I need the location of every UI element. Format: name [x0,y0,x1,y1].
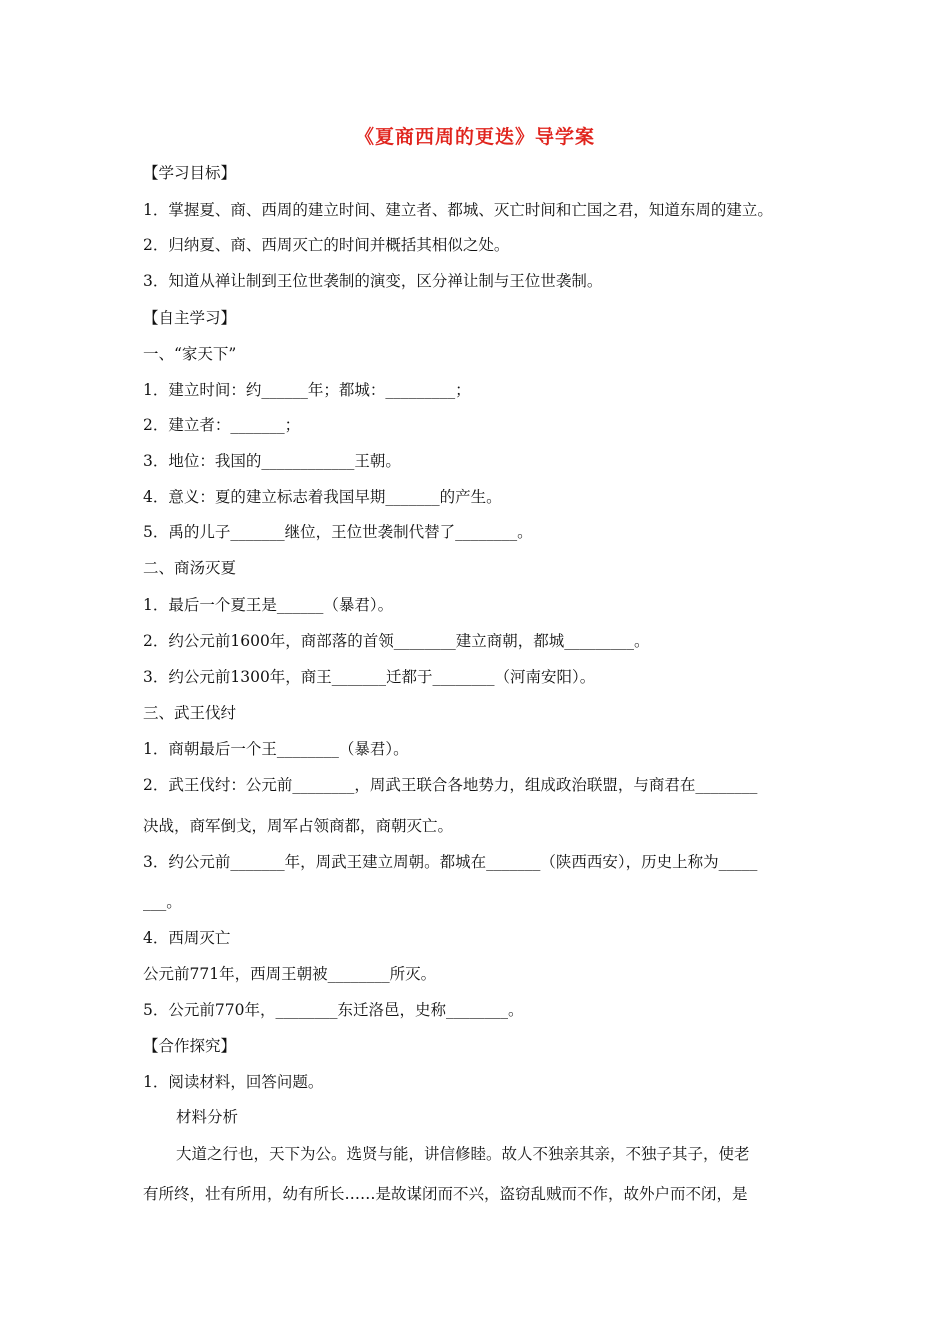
section-1-item-1: 1．建立时间：约______年；都城：_________； [143,381,471,399]
section-3-heading: 三、武王伐纣 [143,704,237,722]
section-2-item-1: 1．最后一个夏王是______（暴君）。 [143,596,394,614]
heading-self-study: 【自主学习】 [143,309,237,327]
section-1-item-5: 5．禹的儿子_______继位，王位世袭制代替了________。 [143,523,533,541]
section-3-item-1: 1．商朝最后一个王________（暴君）。 [143,740,409,758]
section-2-heading: 二、商汤灭夏 [143,559,237,577]
section-2-item-2: 2．约公元前1600年，商部落的首领________建立商朝，都城_________。 [143,632,650,650]
section-3-item-2-cont: 决战，商军倒戈，周军占领商都，商朝灭亡。 [143,817,454,835]
section-3-item-3: 3．约公元前_______年，周武王建立周朝。都城在_______（陕西西安），历史上称为_____ [143,853,758,871]
section-1-item-2: 2．建立者：_______； [143,416,301,434]
heading-cooperative-inquiry: 【合作探究】 [143,1037,237,1055]
section-2-item-3: 3．约公元前1300年，商王_______迁都于________（河南安阳）。 [143,668,596,686]
goal-item-3: 3．知道从禅让制到王位世袭制的演变，区分禅让制与王位世袭制。 [143,272,603,290]
section-1-item-3: 3．地位：我国的____________王朝。 [143,452,401,470]
section-3-item-4: 4．西周灭亡 [143,929,231,947]
goal-item-1: 1．掌握夏、商、西周的建立时间、建立者、都城、灭亡时间和亡国之君，知道东周的建立。 [143,201,773,219]
inquiry-item-1: 1．阅读材料，回答问题。 [143,1073,324,1091]
material-text-line-1: 大道之行也，天下为公。选贤与能，讲信修睦。故人不独亲其亲，不独子其子，使老 [176,1145,750,1163]
material-text-line-2: 有所终，壮有所用，幼有所长……是故谋闭而不兴，盗窃乱贼而不作，故外户而不闭，是 [143,1185,748,1203]
section-3-item-4-detail: 公元前771年，西周王朝被________所灭。 [143,965,437,983]
section-3-item-2: 2．武王伐纣：公元前________，周武王联合各地势力，组成政治联盟，与商君在________ [143,776,758,794]
section-1-item-4: 4．意义：夏的建立标志着我国早期_______的产生。 [143,488,502,506]
heading-learning-goals: 【学习目标】 [143,164,237,182]
goal-item-2: 2．归纳夏、商、西周灭亡的时间并概括其相似之处。 [143,236,510,254]
section-1-heading: 一、“家天下” [143,345,237,363]
section-3-item-5: 5．公元前770年，________东迁洛邑，史称________。 [143,1001,524,1019]
document-title: 《夏商西周的更迭》导学案 [354,126,595,148]
section-3-item-3-cont: ___。 [143,893,182,911]
material-analysis-label: 材料分析 [176,1108,239,1126]
